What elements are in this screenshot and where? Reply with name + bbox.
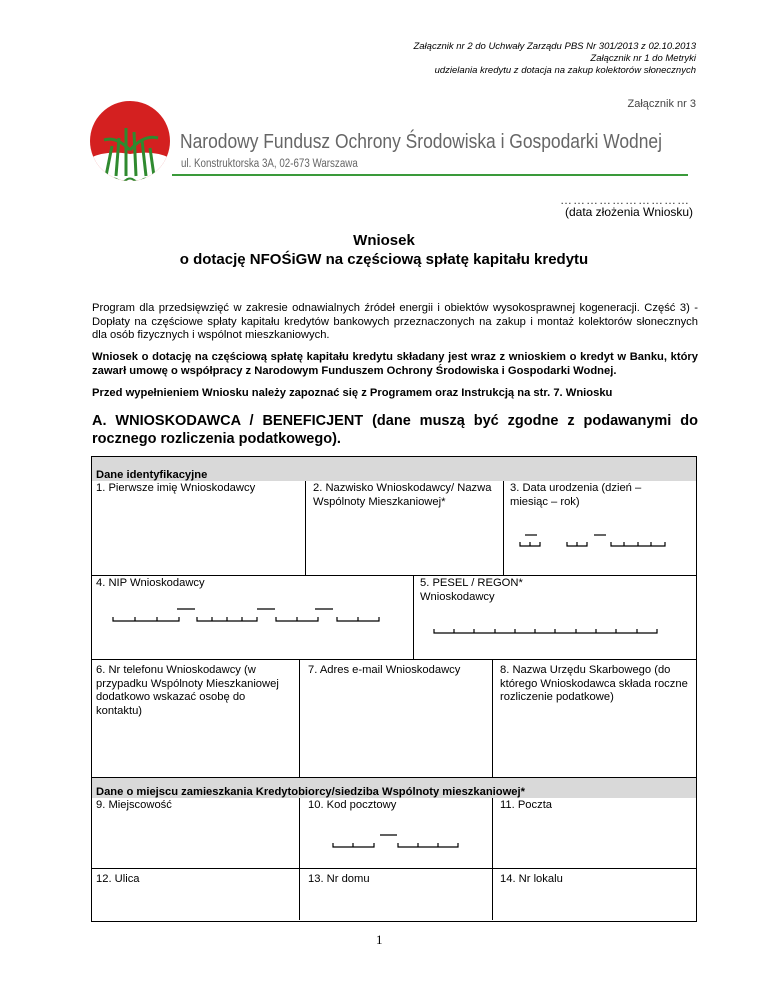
- annex-ref-line3: udzielania kredytu z dotacja na zakup kolektorów słonecznych: [434, 65, 696, 76]
- field-label-nip: 4. NIP Wnioskodawcy: [96, 577, 205, 589]
- field-label-post-office: 11. Poczta: [500, 799, 553, 811]
- field-label-email: 7. Adres e-mail Wnioskodawcy: [308, 664, 461, 676]
- instruction-note: Przed wypełnieniem Wniosku należy zapoznać się z Programem oraz Instrukcją na str. 7. Wniosku: [92, 387, 613, 399]
- group1-title: Dane identyfikacyjne: [96, 469, 208, 481]
- field-label-birth-date: 3. Data urodzenia (dzień – miesiąc – rok): [510, 482, 642, 508]
- field-label-postal-code: 10. Kod pocztowy: [308, 799, 397, 811]
- organization-address: ul. Konstruktorska 3A, 02-673 Warszawa: [181, 158, 358, 170]
- annex-ref-line1: Załącznik nr 2 do Uchwały Zarządu PBS Nr 301/2013 z 02.10.2013: [413, 41, 696, 52]
- document-subtitle: o dotację NFOŚiGW na częściową spłatę kapitału kredytu: [179, 251, 589, 268]
- annex-number: Załącznik nr 3: [627, 98, 696, 110]
- field-label-tax-office: 8. Nazwa Urzędu Skarbowego (do którego Wnioskodawca składa roczne rozliczenie podatkowe): [500, 664, 688, 703]
- page-number: 1: [376, 932, 383, 947]
- field-label-surname: 2. Nazwisko Wnioskodawcy/ Nazwa Wspólnoty Mieszkaniowej*: [313, 482, 492, 508]
- field-label-phone: 6. Nr telefonu Wnioskodawcy (w przypadku Wspólnoty Mieszkaniowej dodatkowo wskazać osobę do kontaktu): [96, 664, 279, 717]
- submission-date-label: (data złożenia Wniosku): [565, 205, 694, 219]
- submission-date-dots: …………………………: [560, 193, 690, 207]
- document-title: Wniosek: [353, 232, 415, 249]
- program-description: Program dla przedsięwzięć w zakresie odnawialnych źródeł energii i obiektów wysokosprawnej kogeneracji. Część 3) - Dopłaty na częściowe spłaty kapitału kredytów bankowych przeznaczonych na zakup i montaż kolektorów słonecznych dla osób fizycznych i wspólnot mieszkaniowych.: [92, 302, 698, 341]
- organization-name: Narodowy Fundusz Ochrony Środowiska i Gospodarki Wodnej: [180, 130, 663, 153]
- group2-title: Dane o miejscu zamieszkania Kredytobiorcy/siedziba Wspólnoty mieszkaniowej*: [96, 786, 525, 798]
- field-label-house-number: 13. Nr domu: [308, 873, 370, 885]
- annex-ref-line2: Załącznik nr 1 do Metryki: [590, 53, 696, 64]
- field-label-first-name: 1. Pierwsze imię Wnioskodawcy: [96, 482, 256, 494]
- section-a-title: A. WNIOSKODAWCA / BENEFICJENT (dane muszą być zgodne z podawanymi do rocznego rozliczenia podatkowego).: [92, 413, 698, 447]
- field-label-street: 12. Ulica: [96, 873, 140, 885]
- field-label-city: 9. Miejscowość: [96, 799, 172, 811]
- submission-note: Wniosek o dotację na częściową spłatę kapitału kredytu składany jest wraz z wnioskiem o kredyt w Banku, który zawarł umowę o współpracy z Narodowym Funduszem Ochrony Środowiska i Gospodarki Wodnej.: [92, 351, 698, 377]
- field-label-apartment-number: 14. Nr lokalu: [500, 873, 563, 885]
- field-label-pesel-regon: 5. PESEL / REGON* Wnioskodawcy: [420, 577, 523, 603]
